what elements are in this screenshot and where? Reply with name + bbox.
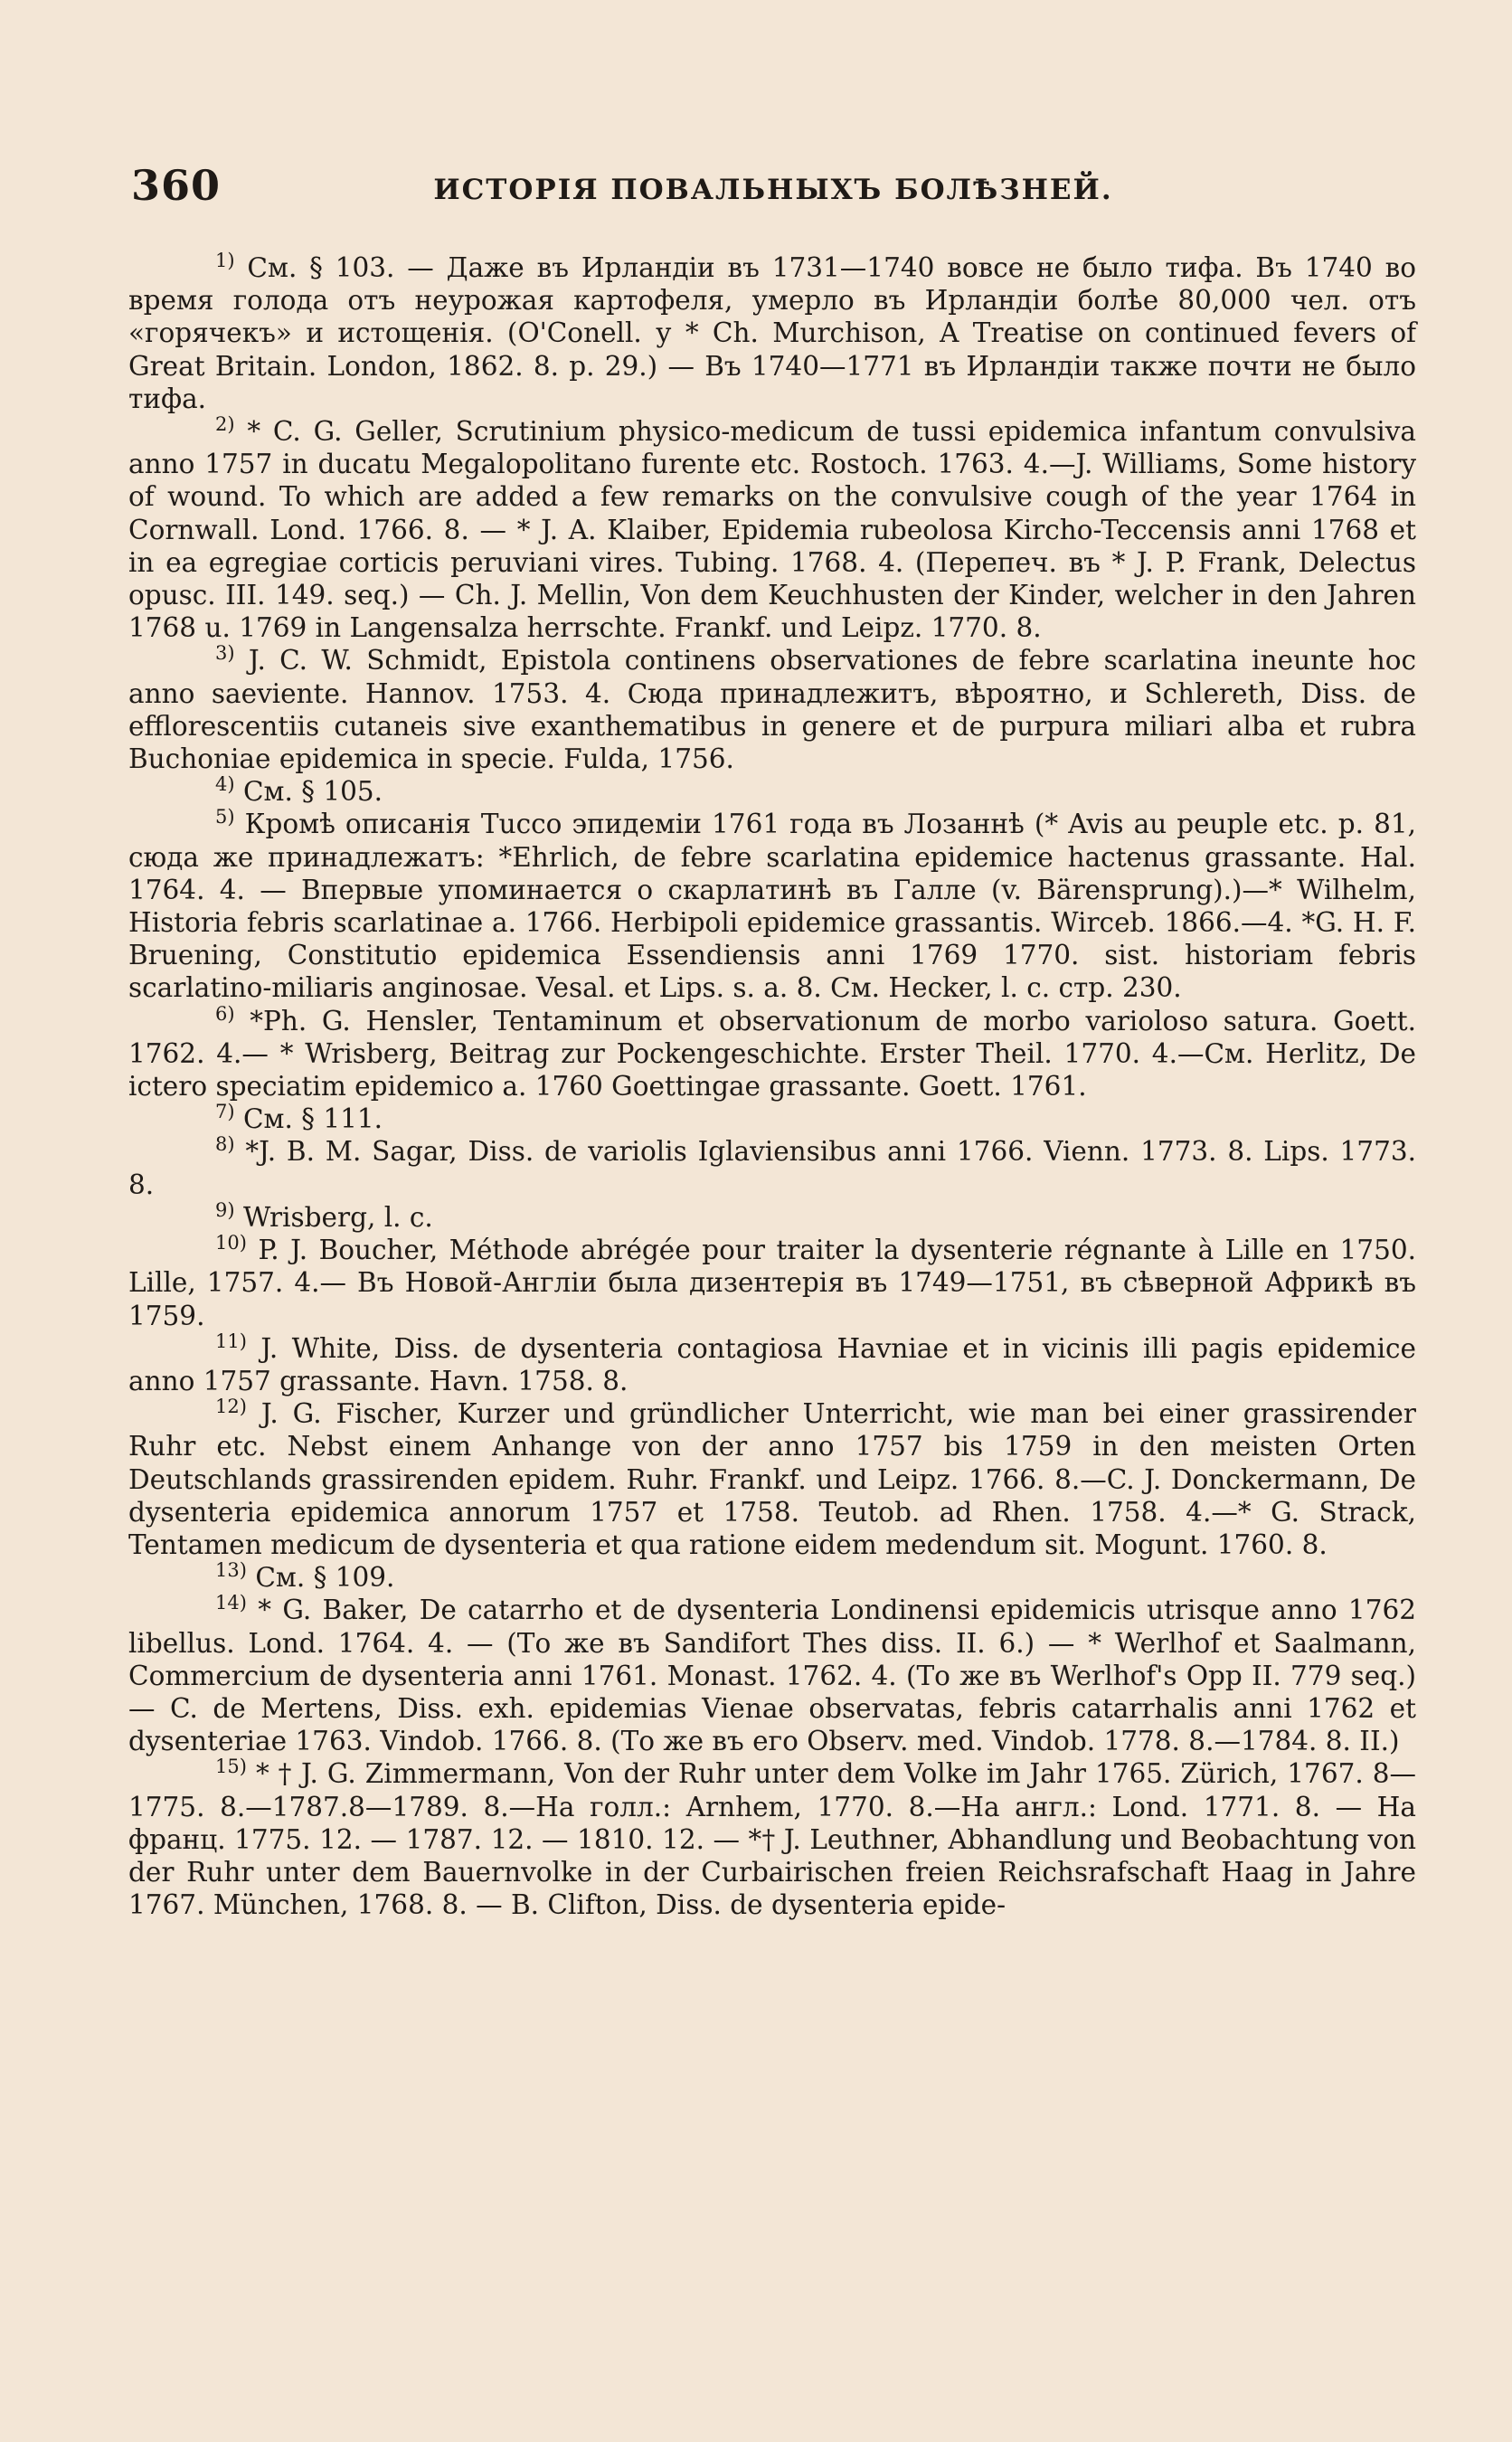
running-title: ИСТОРІЯ ПОВАЛЬНЫХЪ БОЛѢЗНЕЙ. bbox=[433, 174, 1113, 206]
footnote-10: $^{10)}$ P. J. Boucher, Méthode abrégée pour traiter la dysenterie régnante à Lille en 1750. Lille, 1757. 4.— Въ Новой-Англіи была дизентерія въ 1749—1751, въ сѣверной Африкѣ въ 1759. bbox=[128, 1232, 1416, 1331]
footnote-9: $^{9)}$ Wrisberg, l. c. bbox=[215, 1199, 433, 1233]
footnote-marker: 4) bbox=[215, 773, 235, 796]
footnote-marker: 12) bbox=[215, 1396, 247, 1418]
footnote-1: $^{1)}$ См. § 103. — Даже въ Ирландіи въ 1731—1740 вовсе не было тифа. Въ 1740 во время голода отъ неурожая картофеля, умерло въ Ирландіи болѣе 80,000 чел. отъ «горячекъ» и истощенія. (O'Conell. у * Ch. Murchison, A Treatise on continued fevers of Great Britain. London, 1862. 8. p. 29.) — Въ 1740—1771 въ Ирландіи также почти не было тифа. bbox=[128, 250, 1416, 414]
footnote-marker: 9) bbox=[215, 1199, 235, 1222]
footnote-13: $^{13)}$ См. § 109. bbox=[215, 1559, 395, 1594]
footnote-marker: 1) bbox=[215, 250, 235, 272]
footnote-marker: 11) bbox=[215, 1330, 247, 1352]
footnote-marker: 15) bbox=[215, 1756, 247, 1778]
footnote-marker: 8) bbox=[215, 1133, 235, 1156]
footnote-2: $^{2)}$ * C. G. Geller, Scrutinium physico-medicum de tussi epidemica infantum convulsiva anno 1757 in ducatu Megalopolitano furente etc. Rostoch. 1763. 4.—J. Williams, Some history of wound. To which are added a few remarks on the convulsive cough of the year 1764 in Cornwall. Lond. 1766. 8. — * J. A. Klaiber, Epidemia rubeolosa Kircho-Teccensis anni 1768 et in ea egregiae corticis peruviani vires. Tubing. 1768. 4. (Перепеч. въ * J. P. Frank, Delectus opusc. III. 149. seq.) — Ch. J. Mellin, Von dem Keuchhusten der Kinder, welcher in den Jahren 1768 u. 1769 in Langensalza herrschte. Frankf. und Leipz. 1770. 8. bbox=[128, 413, 1416, 644]
page-header bbox=[131, 161, 1415, 215]
footnote-7: $^{7)}$ См. § 111. bbox=[215, 1101, 383, 1135]
footnote-marker: 10) bbox=[215, 1232, 247, 1254]
footnote-marker: 7) bbox=[215, 1101, 235, 1123]
footnote-8: $^{8)}$ *J. B. M. Sagar, Diss. de variolis Iglaviensibus anni 1766. Vienn. 1773. 8. Lips. 1773. 8. bbox=[128, 1133, 1416, 1200]
footnote-14: $^{14)}$ * G. Baker, De catarrho et de dysenteria Londinensi epidemicis utrisque anno 1762 libellus. Lond. 1764. 4. — (То же въ Sandifort Thes diss. II. 6.) — * Werlhof et Saalmann, Commercium de dysenteria anni 1761. Monast. 1762. 4. (То же въ Werlhof's Opp II. 779 seq.)— C. de Mertens, Diss. exh. epidemias Vienae observatas, febris catarrhalis anni 1762 et dysenteriae 1763. Vindob. 1766. 8. (То же въ его Observ. med. Vindob. 1778. 8.—1784. 8. II.) bbox=[128, 1592, 1416, 1757]
footnotes bbox=[128, 251, 1416, 1921]
footnote-5: $^{5)}$ Кромѣ описанія Tucco эпидеміи 1761 года въ Лозаннѣ (* Avis au peuple etc. p. 81, сюда же принадлежатъ: *Ehrlich, de febre scarlatina epidemice hactenus grassante. Hal. 1764. 4. — Впервые упоминается о скарлатинѣ въ Галле (v. Bärensprung).)—* Wilhelm, Historia febris scarlatinae a. 1766. Herbipoli epidemice grassantis. Wirceb. 1866.—4. *G. H. F. Bruening, Constitutio epidemica Essendiensis anni 1769 1770. sist. historiam febris scarlatino-miliaris anginosae. Vesal. et Lips. s. a. 8. См. Hecker, l. c. стр. 230. bbox=[128, 806, 1416, 1004]
footnote-marker: 3) bbox=[215, 642, 235, 665]
footnote-marker: 14) bbox=[215, 1592, 247, 1614]
footnote-6: $^{6)}$ *Ph. G. Hensler, Tentaminum et observationum de morbo varioloso satura. Goett. 1762. 4.— * Wrisberg, Beitrag zur Pockengeschichte. Erster Theil. 1770. 4.—См. Herlitz, De ictero speciatim epidemico a. 1760 Goettingae grassante. Goett. 1761. bbox=[128, 1002, 1416, 1103]
footnote-marker: 2) bbox=[215, 413, 235, 436]
footnote-15: $^{15)}$ * † J. G. Zimmermann, Von der Ruhr unter dem Volke im Jahr 1765. Zürich, 1767. 8—1775. 8.—1787.8—1789. 8.—На голл.: Arnhem, 1770. 8.—На англ.: Lond. 1771. 8. — На франц. 1775. 12. — 1787. 12. — 1810. 12. — *† J. Leuthner, Abhandlung und Beobachtung von der Ruhr unter dem Bauernvolke in der Curbairischen freien Reichsrafschaft Haag in Jahre 1767. München, 1768. 8. — B. Clifton, Diss. de dysenteria epide- bbox=[128, 1756, 1416, 1921]
footnote-marker: 5) bbox=[215, 806, 235, 828]
footnote-4: $^{4)}$ См. § 105. bbox=[215, 773, 383, 808]
footnote-11: $^{11)}$ J. White, Diss. de dysenteria contagiosa Havniae et in vicinis illi pagis epidemice anno 1757 grassante. Havn. 1758. 8. bbox=[128, 1330, 1416, 1396]
footnote-marker: 6) bbox=[215, 1002, 235, 1025]
footnote-3: $^{3)}$ J. C. W. Schmidt, Epistola continens observationes de febre scarlatina ineunte hoc anno saeviente. Hannov. 1753. 4. Сюда принадлежитъ, вѣроятно, и Schlereth, Diss. de efflorescentiis cutaneis sive exanthematibus in genere et de purpura miliari alba et rubra Buchoniae epidemica in specie. Fulda, 1756. bbox=[128, 642, 1416, 775]
footnote-marker: 13) bbox=[215, 1559, 247, 1582]
page-number: 360 bbox=[131, 161, 222, 210]
footnote-12: $^{12)}$ J. G. Fischer, Kurzer und gründlicher Unterricht, wie man bei einer grassirender Ruhr etc. Nebst einem Anhange von der anno 1757 bis 1759 in den meisten Orten Deutschlands grassirenden epidem. Ruhr. Frankf. und Leipz. 1766. 8.—C. J. Donckermann, De dysenteria epidemica annorum 1757 et 1758. Teutob. ad Rhen. 1758. 4.—* G. Strack, Tentamen medicum de dysenteria et qua ratione eidem medendum sit. Mogunt. 1760. 8. bbox=[128, 1396, 1416, 1560]
